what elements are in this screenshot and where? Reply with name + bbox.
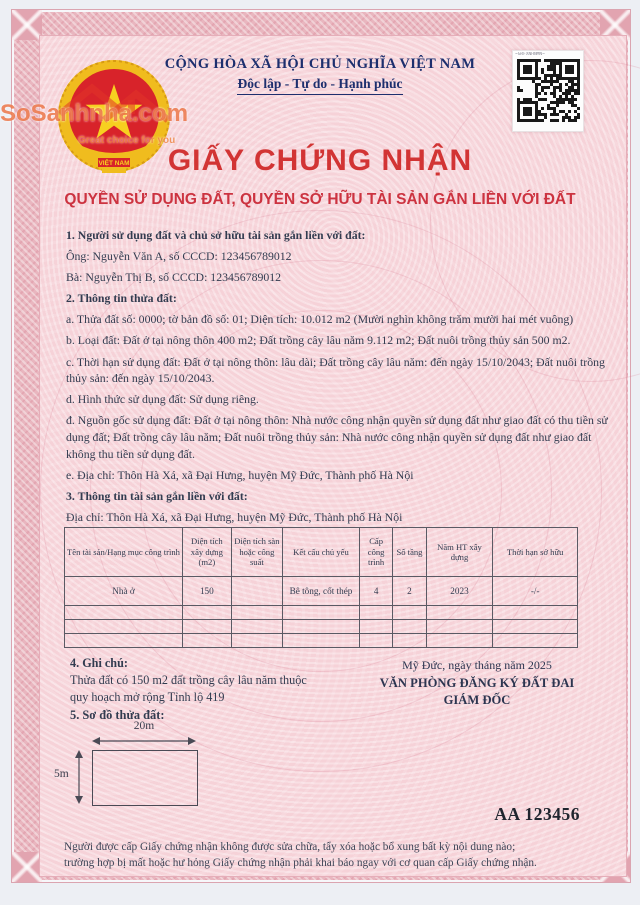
cell-structure: Bê tông, cốt thép — [283, 577, 360, 606]
signing-block — [352, 658, 602, 708]
certificate-body — [66, 227, 620, 530]
footer-line1: Người được cấp Giấy chứng nhận không được sửa chữa, tẩy xóa hoặc bổ xung bất kỳ nội dung nào; — [64, 841, 516, 853]
col-floor-area: Diện tích sàn hoặc công suất — [231, 528, 282, 577]
footer-notice — [64, 840, 584, 871]
land-term-line: c. Thời hạn sử dụng đất: Đất ở tại nông thôn: lâu dài; Đất trồng cây lâu năm: đến ngày 15/10/2043; Đất nuôi trồng thủy sản: đến ngày 15/10/2043. — [66, 354, 605, 386]
col-structure: Kết cấu chủ yếu — [283, 528, 360, 577]
land-type-line: b. Loại đất: Đất ở tại nông thôn 400 m2; Đất trồng cây lâu năm 9.112 m2; Đất nuôi trồng thủy sản 500 m2. — [66, 333, 571, 348]
certificate-subtitle: QUYỀN SỬ DỤNG ĐẤT, QUYỀN SỞ HỮU TÀI SẢN GẮN LIỀN VỚI ĐẤT — [64, 191, 576, 208]
issuing-office: VĂN PHÒNG ĐĂNG KÝ ĐẤT ĐAI — [379, 676, 575, 690]
cell-ownership-term: -/- — [493, 577, 578, 606]
serial-number: AA 123456 — [494, 804, 580, 824]
section1-heading: 1. Người sử dụng đất và chủ sở hữu tài sản gắn liền với đất: — [66, 228, 366, 242]
frame-corner-ornament — [12, 10, 42, 40]
asset-table-empty-row — [65, 620, 578, 634]
col-grade: Cấp công trình — [359, 528, 392, 577]
cell-grade: 4 — [359, 577, 392, 606]
cell-floor-area — [231, 577, 282, 606]
frame-corner-ornament — [12, 852, 42, 882]
diagram-height-label: 5m — [54, 768, 69, 780]
land-address-line: e. Địa chỉ: Thôn Hà Xá, xã Đại Hưng, huyện Mỹ Đức, Thành phố Hà Nội — [66, 467, 414, 482]
country-name: CỘNG HÒA XÃ HỘI CHỦ NGHĨA VIỆT NAM — [164, 56, 476, 72]
asset-address-line: Địa chỉ: Thôn Hà Xá, xã Đại Hưng, huyện Mỹ Đức, Thành phố Hà Nội — [66, 509, 403, 524]
signer-title: GIÁM ĐỐC — [443, 693, 511, 707]
cell-build-area: 150 — [182, 577, 231, 606]
section2-heading: 2. Thông tin thửa đất: — [66, 291, 177, 306]
national-header — [120, 56, 520, 95]
horizontal-arrow — [92, 736, 196, 746]
national-motto: Độc lập - Tự do - Hạnh phúc — [237, 76, 402, 95]
certificate-title: GIẤY CHỨNG NHẬN — [167, 144, 473, 177]
parcel-number-line: a. Thửa đất số: 0000; tờ bản đồ số: 01; Diện tích: 10.012 m2 (Mười nghìn không trăm mười hai mét vuông) — [66, 312, 574, 327]
col-floors: Số tầng — [393, 528, 426, 577]
owner-female: Bà: Nguyễn Thị B, số CCCD: 123456789012 — [66, 270, 282, 285]
cell-floors: 2 — [393, 577, 426, 606]
asset-table-empty-row — [65, 634, 578, 648]
asset-table-empty-row — [65, 606, 578, 620]
col-year: Năm HT xây dựng — [426, 528, 493, 577]
col-build-area: Diện tích xây dựng (m2) — [182, 528, 231, 577]
parcel-outline — [92, 750, 198, 806]
section5-heading: 5. Sơ đồ thửa đất: — [70, 708, 165, 722]
diagram-width-label: 20m — [133, 720, 155, 732]
qr-caption: ~GRFXNHNMN~ — [515, 52, 545, 57]
qr-code — [512, 50, 584, 132]
note-line1: Thửa đất có 150 m2 đất trồng cây lâu năm thuộc — [70, 673, 307, 687]
watermark-slogan: Great choice for you — [78, 135, 176, 146]
note-line2: quy hoạch mở rộng Tỉnh lộ 419 — [70, 690, 225, 704]
footer-line2: trường hợp bị mất hoặc hư hỏng Giấy chứng nhận phải khai báo ngay với cơ quan cấp Giấy chứng nhận. — [64, 856, 537, 869]
emblem-banner-text: VIỆT NAM — [98, 160, 130, 167]
parcel-diagram — [52, 722, 232, 832]
cell-year: 2023 — [426, 577, 493, 606]
land-use-form-line: d. Hình thức sử dụng đất: Sử dụng riêng. — [66, 392, 259, 407]
col-asset-name: Tên tài sản/Hạng mục công trình — [65, 528, 183, 577]
asset-table — [64, 527, 578, 648]
qr-code-image — [517, 59, 580, 122]
asset-table-header-row — [65, 528, 578, 577]
vertical-arrow — [74, 750, 84, 804]
land-origin-line: đ. Nguồn gốc sử dụng đất: Đất ở tại nông thôn: Nhà nước công nhận quyền sử dụng đất như giao đất có thu tiền sử dụng đất; Đất trồng cây lâu năm; Đất nuôi trồng thủy sản: Nhà nước công nhận quyền sử dụng đất như giao đất không thu tiền sử dụng đất. — [66, 413, 608, 461]
notes-section — [70, 655, 370, 706]
watermark-brand: SoSanhnha.com — [0, 100, 189, 127]
section3-heading: 3. Thông tin tài sản gắn liền với đất: — [66, 488, 248, 503]
cell-asset-name: Nhà ở — [65, 577, 183, 606]
asset-table-row — [65, 577, 578, 606]
section4-heading: 4. Ghi chú: — [70, 656, 128, 670]
col-ownership-term: Thời hạn sở hữu — [493, 528, 578, 577]
date-line: Mỹ Đức, ngày tháng năm 2025 — [402, 658, 552, 672]
owner-male: Ông: Nguyễn Văn A, số CCCD: 123456789012 — [66, 249, 292, 264]
